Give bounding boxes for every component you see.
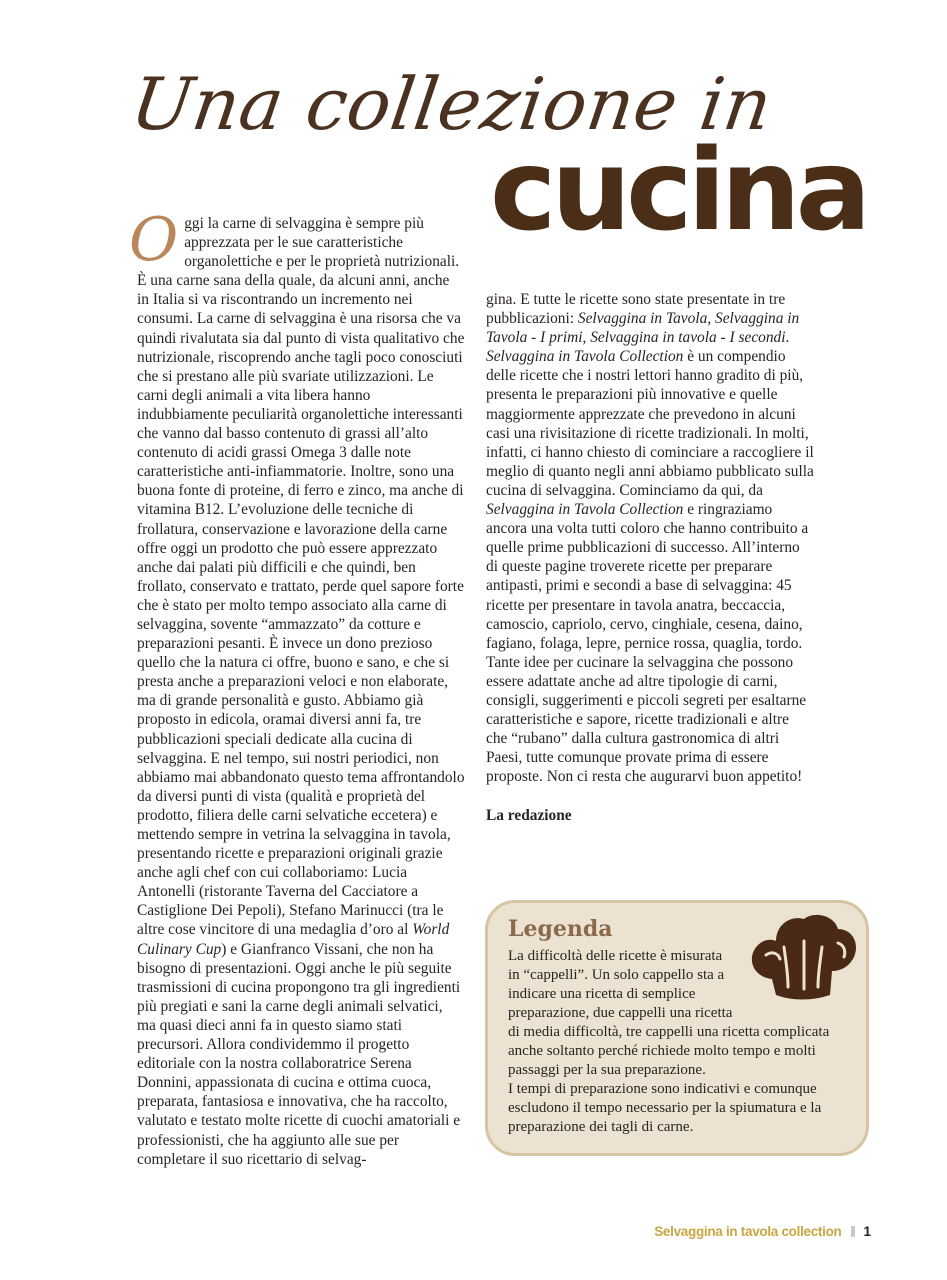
legend-text: La difficoltà delle ricette è misurata in “cappelli”. Un solo cappello sta a indicare una ricetta di semplice preparazione, due cappelli una ricetta di media difficoltà, tre cappelli una ricetta complicata anche soltanto perché richiede molto tempo e molti passaggi per la sua preparazione. I tempi di preparazione sono indicativi e comunque escludono il tempo necessario per la spiumatura e la preparazione dei tagli di carne. (508, 947, 848, 1137)
footer-publication-title: Selvaggina in tavola collection (654, 1224, 842, 1239)
page-number: 1 (863, 1224, 871, 1239)
article-paragraph: Oggi la carne di selvaggina è sempre più apprezzata per le sue caratteristiche organolettiche e per le proprietà nutrizionali. È una carne sana della quale, da alcuni anni, anche in Italia si va riscontrando un incremento nei consumi. La carne di selvaggina è una risorsa che va quindi rivalutata sia dal punto di vista qualitativo che nutrizionale, riscoprendo anche tagli poco conosciuti che si prestano alle più svariate utilizzazioni. Le carni degli animali a vita libera hanno indubbiamente peculiarità organolettiche interessanti che vanno dal basso contenuto di grassi all’alto contenuto di acidi grassi Omega 3 dalle note caratteristiche anti-infiammatorie. Inoltre, sono una buona fonte di proteine, di ferro e zinco, ma anche di vitamina B12. L’evoluzione delle tecniche di frollatura, conservazione e lavorazione della carne offre oggi un prodotto che può essere apprezzato anche dai palati più difficili e che quindi, ben frollato, conservato e trattato, perde quel sapore forte che è stato per molto tempo associato alla carne di selvaggina, sovente “ammazzato” da cotture e preparazioni pesanti. È invece un dono prezioso quello che la natura ci offre, buono e sano, e che si presta anche a preparazioni veloci e non elaborate, ma di grande personalità e gusto. Abbiamo già proposto in edicola, oramai diversi anni fa, tre pubblicazioni speciali dedicate alla cucina di selvaggina. E nel tempo, sui nostri periodici, non abbiamo mai abbandonato questo tema affrontandolo da diversi punti di vista (qualità e proprietà del prodotto, filiera delle carni selvatiche eccetera) e mettendo sempre in vetrina la selvaggina in tavola, presentando ricette e preparazioni originali grazie anche agli chef con cui collaboriamo: Lucia Antonelli (ristorante Taverna del Cacciatore a Castiglione Dei Pepoli), Stefano Marinucci (tra le altre cose vincitore di una medaglia d’oro al World Culinary Cup) e Gianfranco Vissani, che non ha bisogno di presentazioni. Oggi anche le più seguite trasmissioni di cucina propongono tra gli ingredienti più pregiati e sani la carne degli animali selvatici, ma quasi dieci anni fa in questo siamo stati precursori. Allora condividemmo il progetto editoriale con la nostra collaboratrice Serena Donnini, appassionata di cucina e ottima cuoca, preparata, fantasiosa e innovativa, che ha raccolto, valutato e testato molte ricette di cuochi amatoriali e professionisti, che ha aggiunto alle sue per completare il suo ricettario di selvag- (129, 205, 465, 1168)
article-paragraph: gina. E tutte le ricette sono state presentate in tre pubblicazioni: Selvaggina in Tavola, Selvaggina in Tavola - I primi, Selvaggina in tavola - I secondi. Selvaggina in Tavola Collection è un compendio delle ricette che i nostri lettori hanno gradito di più, presenta le preparazioni più innovative e quelle maggiormente apprezzate che prevedono in alcuni casi una rivisitazione di ricette tradizionali. In molti, infatti, ci hanno chiesto di cominciare a raccogliere il meglio di quanto negli anni abbiamo pubblicato sulla cucina di selvaggina. Cominciamo da qui, da Selvaggina in Tavola Collection e ringraziamo ancora una volta tutti coloro che hanno contribuito a quelle prime pubblicazioni di successo. All’interno di queste pagine troverete ricette per preparare antipasti, primi e secondi a base di selvaggina: 45 ricette per presentare in tavola anatra, beccaccia, camoscio, capriolo, cervo, cinghiale, cesena, daino, fagiano, folaga, lepre, pernice rossa, quaglia, tordo. Tante idee per cucinare la selvaggina che possono essere adattate anche ad altre tipologie di carni, consigli, suggerimenti e piccoli segreti per esaltarne caratteristiche e sapore, ricette tradizionali e altre che “rubano” dalla cultura gastronomica di altri Paesi, tutte comunque provate prima di essere proposte. Non ci resta che augurarvi buon appetito! (486, 291, 814, 786)
article-right-column (486, 290, 814, 826)
signature: La redazione (486, 807, 572, 825)
drop-cap: O (129, 205, 179, 275)
footer-separator (851, 1226, 855, 1237)
legend-title: Legenda (508, 916, 613, 942)
legend-box (485, 900, 869, 1156)
page-title-bold: cucina (490, 126, 867, 256)
article-left-column (129, 205, 465, 1169)
page-footer (654, 1224, 871, 1239)
page-title-script: Una collezione in (126, 62, 778, 146)
chef-hat-icon (742, 907, 862, 1011)
